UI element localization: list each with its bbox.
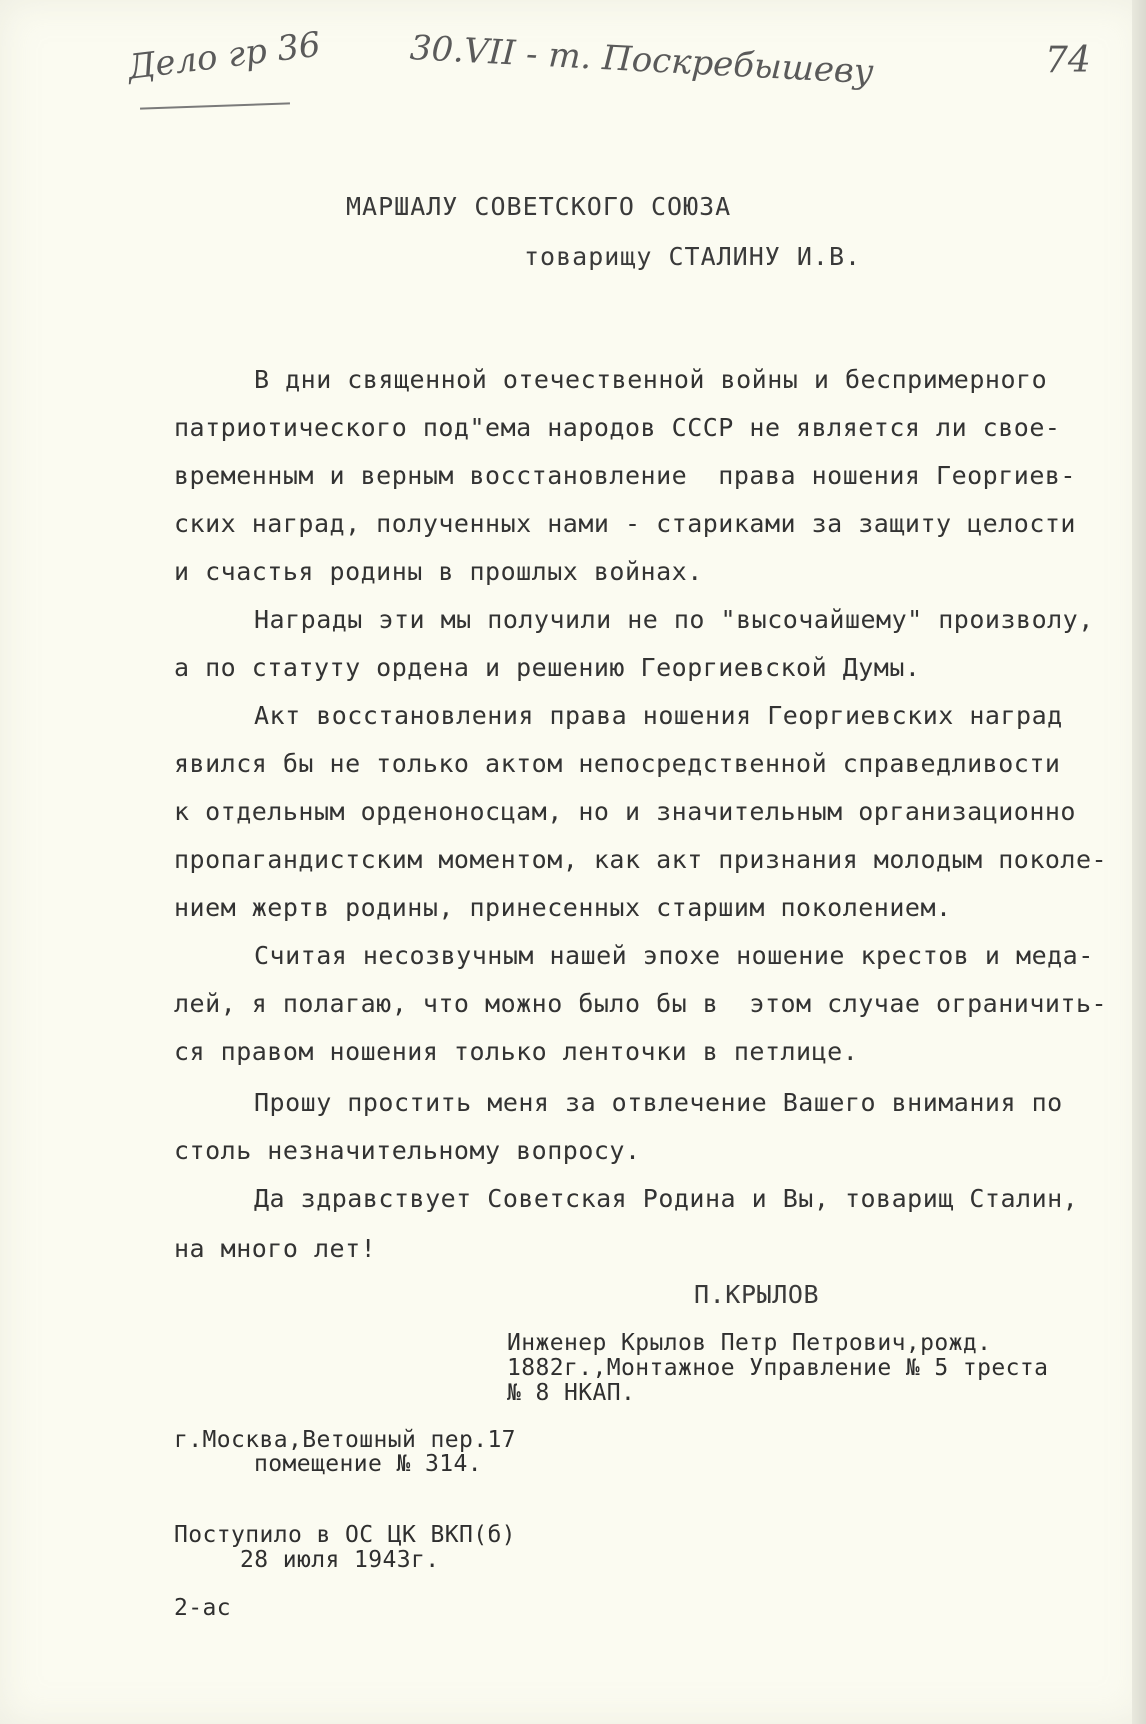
body-line: пропагандистским моментом, как акт признания молодым поколе- bbox=[174, 845, 1108, 874]
body-line: В дни священной отечественной войны и беспримерного bbox=[254, 365, 1048, 394]
sender-info-line: Инженер Крылов Петр Петрович,рожд. bbox=[507, 1330, 992, 1356]
body-line: явился бы не только актом непосредственной справедливости bbox=[174, 749, 1061, 778]
body-line: ся правом ношения только ленточки в петлице. bbox=[174, 1037, 859, 1066]
body-line: Акт восстановления права ношения Георгиевских наград bbox=[254, 701, 1063, 730]
addressee-line-2: товарищу СТАЛИНУ И.В. bbox=[524, 242, 862, 271]
received-line: Поступило в ОС ЦК ВКП(б) bbox=[174, 1522, 516, 1548]
body-line: столь незначительному вопросу. bbox=[174, 1136, 641, 1165]
addressee-line-1: МАРШАЛУ СОВЕТСКОГО СОЮЗА bbox=[346, 192, 732, 221]
body-line: Прошу простить меня за отвлечение Вашего внимания по bbox=[254, 1088, 1063, 1117]
footer-code: 2-ас bbox=[174, 1595, 231, 1621]
body-line: Считая несозвучным нашей эпохе ношение крестов и меда- bbox=[254, 941, 1094, 970]
received-line: 28 июля 1943г. bbox=[240, 1547, 440, 1573]
handwritten-page-number: 74 bbox=[1045, 40, 1091, 81]
handwritten-routing-note: 30.VII - т. Поскребышеву bbox=[408, 28, 875, 93]
address-line: г.Москва,Ветошный пер.17 bbox=[174, 1427, 516, 1453]
sender-info-line: 1882г.,Монтажное Управление № 5 треста bbox=[507, 1355, 1049, 1381]
body-line: Да здравствует Советская Родина и Вы, товарищ Сталин, bbox=[254, 1184, 1079, 1213]
body-line: патриотического под"ема народов СССР не является ли свое- bbox=[174, 413, 1061, 442]
signature: П.КРЫЛОВ bbox=[694, 1280, 820, 1309]
body-line: и счастья родины в прошлых войнах. bbox=[174, 557, 703, 586]
body-line: на много лет! bbox=[174, 1234, 377, 1263]
body-line: временным и верным восстановление права ношения Георгиев- bbox=[174, 461, 1076, 490]
sender-info-line: № 8 НКАП. bbox=[507, 1380, 636, 1406]
body-line: Награды эти мы получили не по "высочайшему" произволу, bbox=[254, 605, 1094, 634]
body-line: нием жертв родины, принесенных старшим поколением. bbox=[174, 893, 952, 922]
page-edge bbox=[1132, 0, 1146, 1724]
body-line: ских наград, полученных нами - стариками за защиту целости bbox=[174, 509, 1076, 538]
address-line: помещение № 314. bbox=[254, 1451, 482, 1477]
handwritten-file-note: Дело гр 36 bbox=[125, 24, 323, 88]
body-line: а по статуту ордена и решению Георгиевской Думы. bbox=[174, 653, 921, 682]
body-line: лей, я полагаю, что можно было бы в этом случае ограничить- bbox=[174, 989, 1108, 1018]
body-line: к отдельным орденоносцам, но и значительным организационно bbox=[174, 797, 1076, 826]
